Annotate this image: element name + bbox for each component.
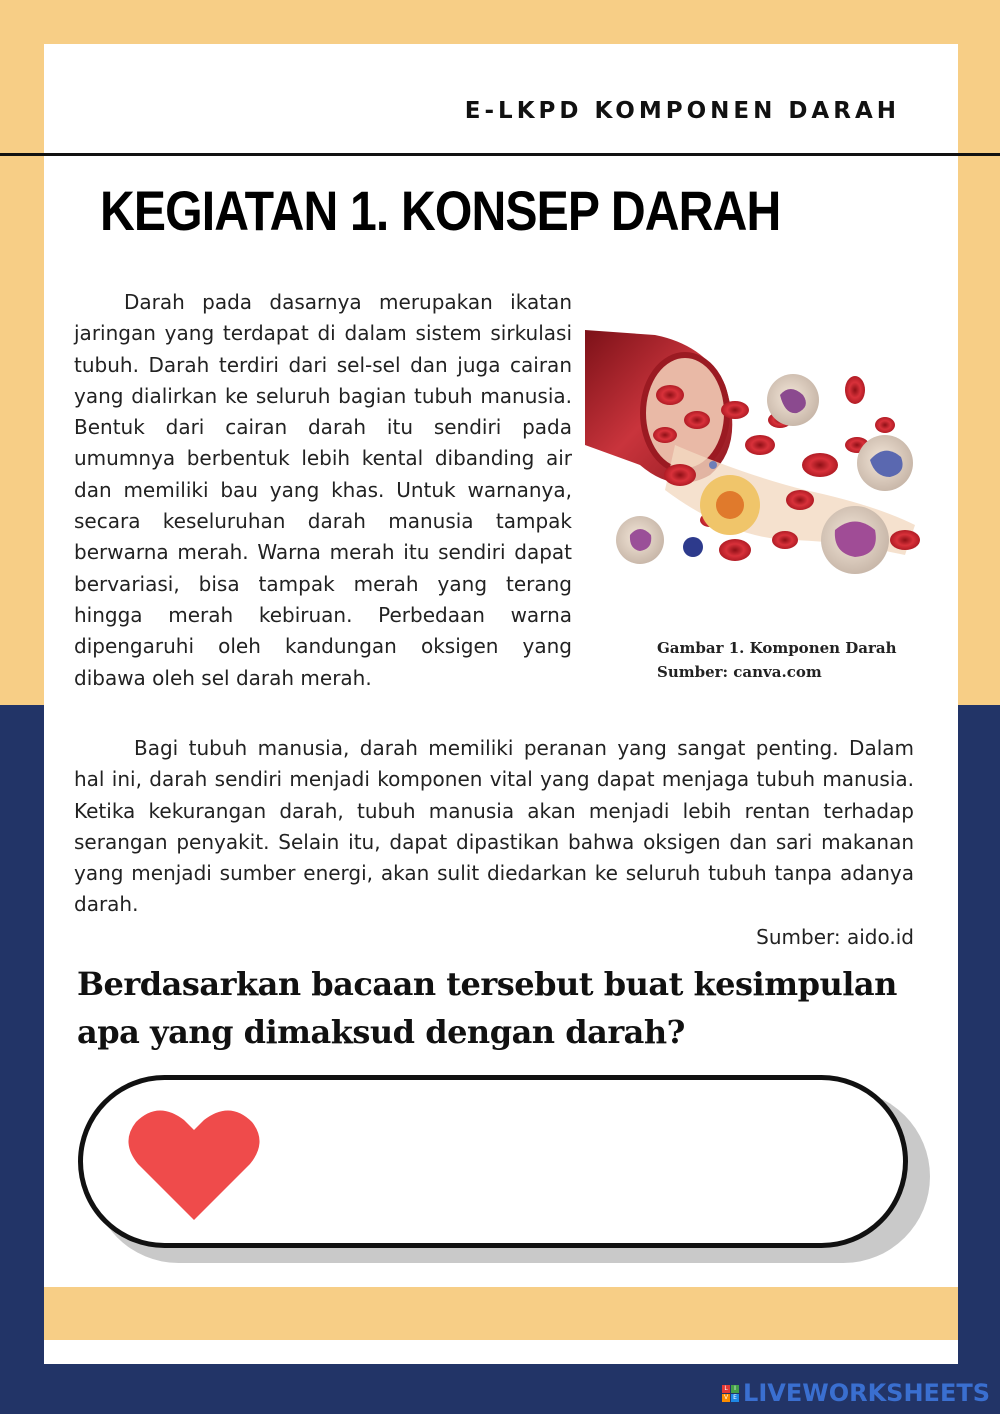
figure-caption-title: Gambar 1. Komponen Darah xyxy=(657,639,897,657)
red-blood-cell xyxy=(772,531,798,549)
logo-letter: I xyxy=(731,1385,739,1393)
watermark-text: LIVEWORKSHEETS xyxy=(743,1379,990,1407)
header-divider xyxy=(0,153,1000,156)
red-blood-cell xyxy=(653,427,677,443)
reading-source: Sumber: aido.id xyxy=(756,925,914,949)
red-blood-cell xyxy=(786,490,814,510)
footer-gold-band xyxy=(44,1287,958,1340)
reading-paragraph-2: Bagi tubuh manusia, darah memiliki peranan yang sangat penting. Dalam hal ini, darah sendiri menjadi komponen vital yang dapat menjaga tubuh manusia. Ketika kekurangan darah, tubuh manusia akan menjadi lebih rentan terhadap serangan penyakit. Selain itu, dapat dipastikan bahwa oksigen dan sari makanan yang menjadi sumber energi, akan sulit diedarkan ke seluruh tubuh tanpa adanya darah. xyxy=(74,736,914,917)
red-blood-cell xyxy=(664,464,696,486)
red-blood-cell xyxy=(802,453,838,477)
platelet xyxy=(709,461,717,469)
red-blood-cell xyxy=(845,376,865,404)
red-blood-cell xyxy=(684,411,710,429)
red-blood-cell xyxy=(721,401,749,419)
heart-icon xyxy=(128,1108,260,1222)
red-blood-cell xyxy=(890,530,920,550)
footer-white-strip xyxy=(44,1340,958,1364)
cell-nucleus xyxy=(716,491,744,519)
logo-letter: V xyxy=(723,1393,729,1401)
platelet xyxy=(683,537,703,557)
logo-letter: L xyxy=(722,1385,730,1393)
red-blood-cell xyxy=(719,539,751,561)
liveworksheets-logo-icon xyxy=(722,1385,739,1402)
logo-letter: E xyxy=(731,1394,739,1402)
question-prompt: Berdasarkan bacaan tersebut buat kesimpulan apa yang dimaksud dengan darah? xyxy=(77,965,897,1051)
liveworksheets-watermark xyxy=(722,1378,990,1408)
worksheet-header-title: E-LKPD KOMPONEN DARAH xyxy=(464,98,900,124)
red-blood-cell xyxy=(875,417,895,433)
blood-components-illustration xyxy=(585,325,930,590)
reading-paragraph-1: Darah pada dasarnya merupakan ikatan jaringan yang terdapat di dalam sistem sirkulasi tubuh. Darah terdiri dari sel-sel dan juga cairan yang dialirkan ke seluruh bagian tubuh manusia. Bentuk dari cairan darah itu sendiri pada umumnya berbentuk lebih kental dibanding air dan memiliki bau yang khas. Untuk warnanya, secara keseluruhan darah manusia tampak berwarna merah. Warna merah itu sendiri dapat bervariasi, bisa tampak merah yang terang hingga merah kebiruan. Perbedaan warna dipengaruhi oleh kandungan oksigen yang dibawa oleh sel darah merah. xyxy=(74,290,572,690)
figure-caption-source: Sumber: canva.com xyxy=(657,663,822,681)
red-blood-cell xyxy=(745,435,775,455)
figure-caption xyxy=(657,636,897,684)
activity-title: KEGIATAN 1. KONSEP DARAH xyxy=(100,179,781,242)
red-blood-cell xyxy=(656,385,684,405)
